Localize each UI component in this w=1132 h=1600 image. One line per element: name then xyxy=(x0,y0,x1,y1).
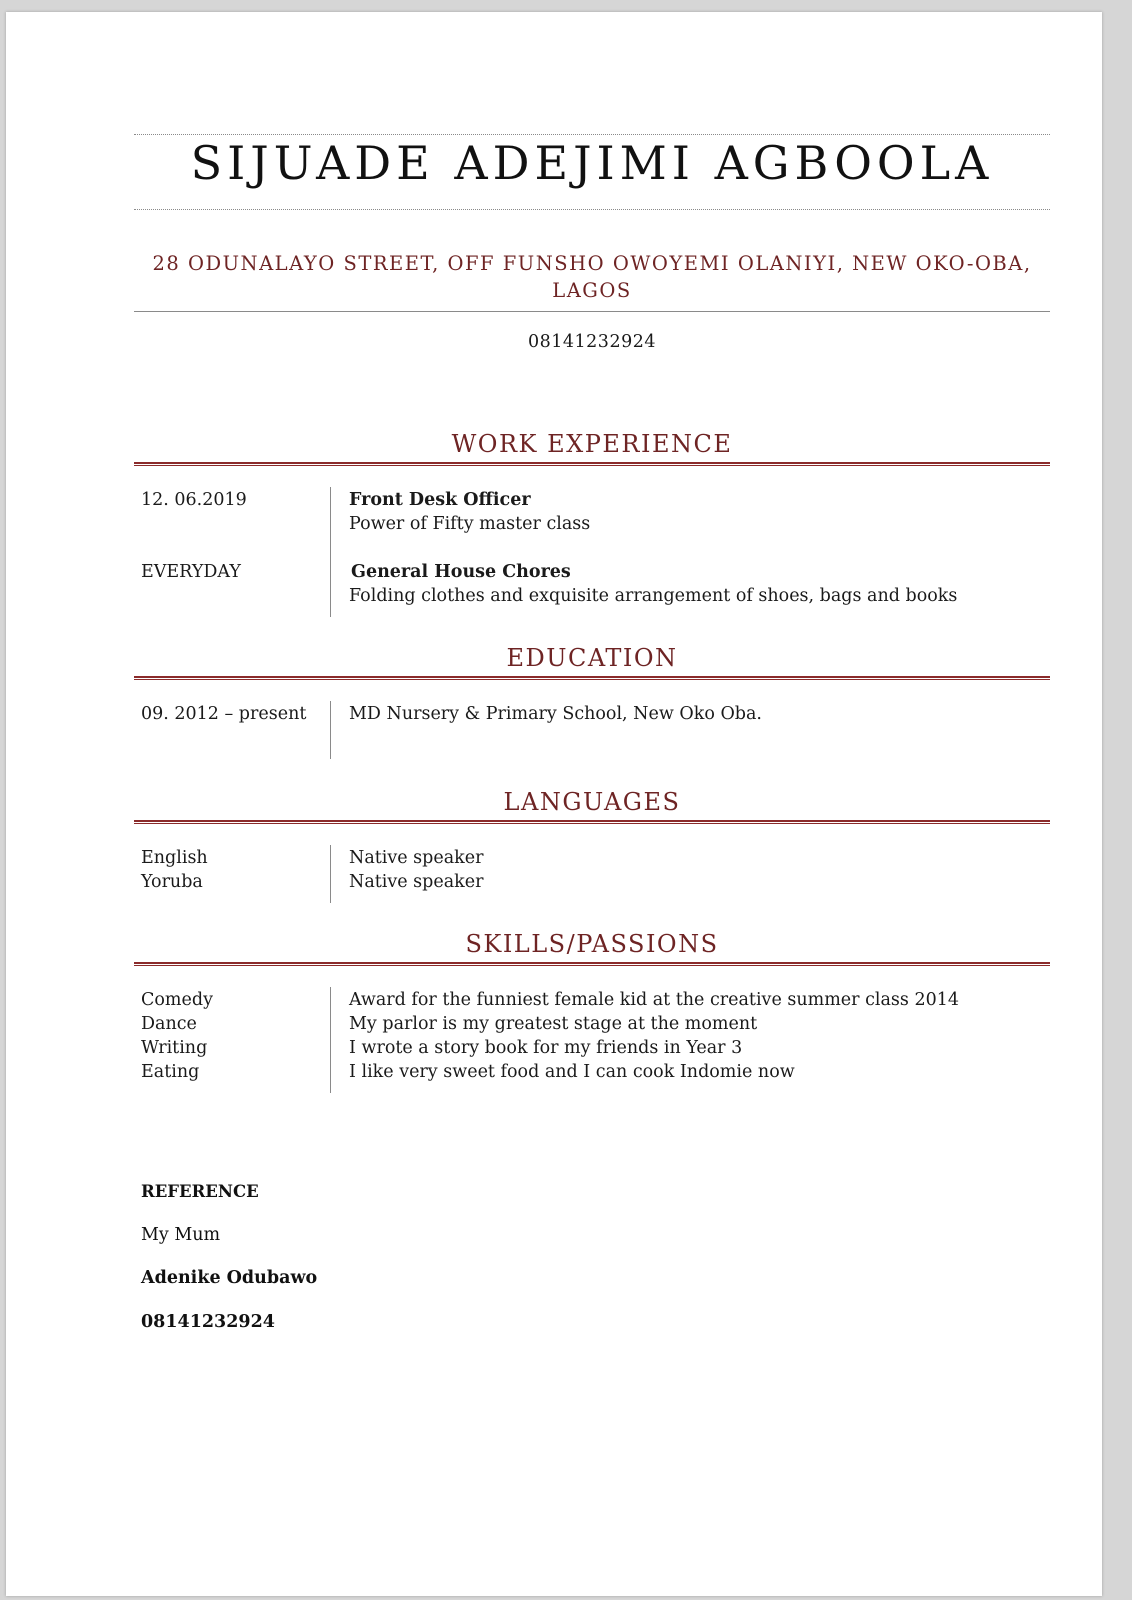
address xyxy=(134,250,1050,304)
address-line-1: 28 ODUNALAYO STREET, OFF FUNSHO OWOYEMI OLANIYI, NEW OKO-OBA, xyxy=(152,252,1032,275)
skill-name-4: Eating xyxy=(141,1062,200,1082)
education-detail-1: MD Nursery & Primary School, New Oko Oba. xyxy=(349,704,762,724)
languages-column-divider xyxy=(330,845,331,903)
work-experience-column-divider xyxy=(330,487,331,617)
reference-heading: REFERENCE xyxy=(141,1182,259,1201)
name-top-divider xyxy=(134,134,1050,135)
education-divider xyxy=(134,676,1050,680)
work-detail-1: Power of Fifty master class xyxy=(349,514,591,534)
full-name: SIJUADE ADEJIMI AGBOOLA xyxy=(190,136,994,190)
work-date-2: EVERYDAY xyxy=(141,562,241,582)
work-role-1: Front Desk Officer xyxy=(349,490,531,510)
skills-heading: SKILLS/PASSIONS xyxy=(465,930,719,958)
work-experience-heading: WORK EXPERIENCE xyxy=(451,430,733,458)
language-name-2: Yoruba xyxy=(141,872,203,892)
skill-detail-4: I like very sweet food and I can cook Indomie now xyxy=(349,1062,795,1082)
work-experience-divider xyxy=(134,462,1050,466)
education-column-divider xyxy=(330,701,331,759)
work-detail-2: Folding clothes and exquisite arrangement of shoes, bags and books xyxy=(349,586,958,606)
language-level-1: Native speaker xyxy=(349,848,484,868)
skills-column-divider xyxy=(330,987,331,1093)
address-divider xyxy=(134,311,1050,312)
skill-name-3: Writing xyxy=(141,1038,208,1058)
skill-name-1: Comedy xyxy=(141,990,213,1010)
address-line-2: LAGOS xyxy=(552,279,632,302)
skill-detail-2: My parlor is my greatest stage at the moment xyxy=(349,1014,758,1034)
contact-phone: 08141232924 xyxy=(528,332,656,352)
language-name-1: English xyxy=(141,848,208,868)
reference-relation: My Mum xyxy=(141,1225,221,1245)
reference-name: Adenike Odubawo xyxy=(141,1268,318,1288)
name-bottom-divider xyxy=(134,209,1050,210)
work-date-1: 12. 06.2019 xyxy=(141,490,247,510)
reference-phone: 08141232924 xyxy=(141,1312,275,1332)
skill-detail-3: I wrote a story book for my friends in Year 3 xyxy=(349,1038,743,1058)
education-heading: EDUCATION xyxy=(506,644,678,672)
skill-name-2: Dance xyxy=(141,1014,197,1034)
languages-divider xyxy=(134,820,1050,824)
education-date-1: 09. 2012 – present xyxy=(141,704,307,724)
language-level-2: Native speaker xyxy=(349,872,484,892)
skill-detail-1: Award for the funniest female kid at the creative summer class 2014 xyxy=(349,990,959,1010)
languages-heading: LANGUAGES xyxy=(503,788,681,816)
work-role-2: General House Chores xyxy=(351,562,571,582)
resume-page xyxy=(6,12,1102,1596)
skills-divider xyxy=(134,962,1050,966)
